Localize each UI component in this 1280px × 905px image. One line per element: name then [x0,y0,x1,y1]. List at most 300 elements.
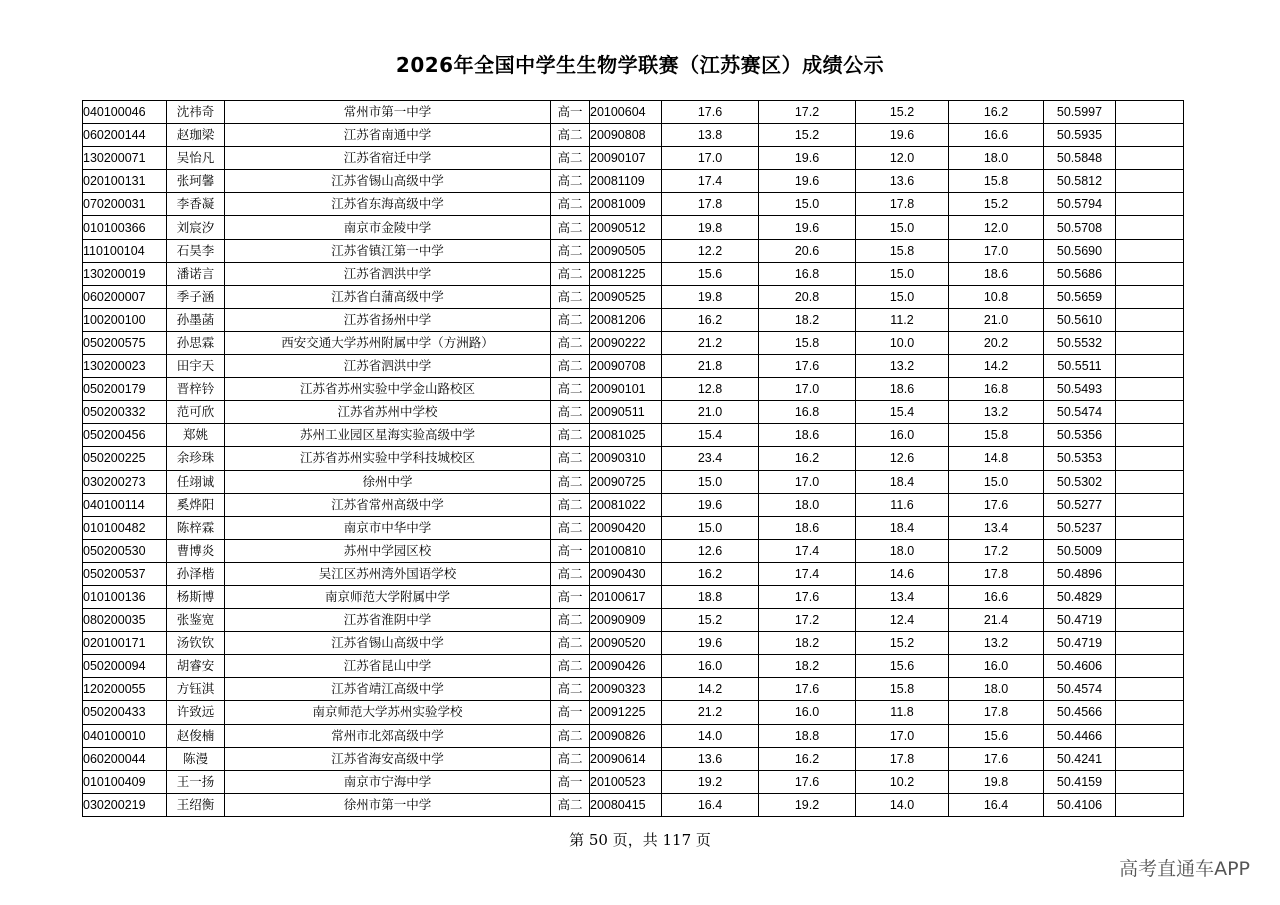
school-name-cell: 江苏省苏州实验中学科技城校区 [225,447,551,470]
birth-date-cell: 20090520 [590,632,662,655]
student-name-cell: 王绍衡 [167,793,225,816]
student-name-cell: 陈漫 [167,747,225,770]
student-id-cell: 050200433 [83,701,167,724]
score-1-cell: 21.2 [662,331,759,354]
school-name-cell: 西安交通大学苏州附属中学（方洲路） [225,331,551,354]
score-4-cell: 13.2 [949,401,1044,424]
score-1-cell: 15.4 [662,424,759,447]
grade-cell: 高二 [551,355,590,378]
grade-cell: 高二 [551,147,590,170]
score-2-cell: 17.2 [759,609,856,632]
total-score-cell: 50.5356 [1044,424,1116,447]
score-1-cell: 19.6 [662,632,759,655]
student-name-cell: 汤钦钦 [167,632,225,655]
birth-date-cell: 20090708 [590,355,662,378]
total-score-cell: 50.5511 [1044,355,1116,378]
score-4-cell: 15.6 [949,724,1044,747]
remark-cell [1116,701,1184,724]
total-score-cell: 50.5493 [1044,378,1116,401]
grade-cell: 高二 [551,424,590,447]
student-name-cell: 张珂馨 [167,170,225,193]
table-row [83,401,1184,424]
birth-date-cell: 20081022 [590,493,662,516]
score-4-cell: 17.8 [949,701,1044,724]
student-id-cell: 010100409 [83,770,167,793]
total-score-cell: 50.5659 [1044,285,1116,308]
score-3-cell: 18.4 [856,516,949,539]
remark-cell [1116,193,1184,216]
total-score-cell: 50.5353 [1044,447,1116,470]
score-4-cell: 14.8 [949,447,1044,470]
birth-date-cell: 20090525 [590,285,662,308]
score-3-cell: 13.2 [856,355,949,378]
score-3-cell: 15.0 [856,285,949,308]
grade-cell: 高二 [551,747,590,770]
score-2-cell: 18.6 [759,424,856,447]
remark-cell [1116,516,1184,539]
score-2-cell: 18.8 [759,724,856,747]
student-id-cell: 020100131 [83,170,167,193]
table-row [83,655,1184,678]
student-id-cell: 050200179 [83,378,167,401]
score-4-cell: 13.2 [949,632,1044,655]
score-3-cell: 18.0 [856,539,949,562]
grade-cell: 高二 [551,124,590,147]
score-4-cell: 18.6 [949,262,1044,285]
remark-cell [1116,655,1184,678]
score-2-cell: 18.2 [759,632,856,655]
school-name-cell: 徐州中学 [225,470,551,493]
table-row [83,124,1184,147]
score-2-cell: 19.2 [759,793,856,816]
score-4-cell: 12.0 [949,216,1044,239]
remark-cell [1116,585,1184,608]
school-name-cell: 江苏省南通中学 [225,124,551,147]
birth-date-cell: 20081009 [590,193,662,216]
school-name-cell: 江苏省镇江第一中学 [225,239,551,262]
score-3-cell: 15.2 [856,632,949,655]
table-row [83,147,1184,170]
score-2-cell: 19.6 [759,170,856,193]
score-1-cell: 21.0 [662,401,759,424]
score-4-cell: 16.6 [949,585,1044,608]
student-id-cell: 010100136 [83,585,167,608]
remark-cell [1116,493,1184,516]
score-1-cell: 15.6 [662,262,759,285]
score-3-cell: 15.8 [856,239,949,262]
grade-cell: 高二 [551,493,590,516]
remark-cell [1116,101,1184,124]
student-name-cell: 奚烨阳 [167,493,225,516]
score-2-cell: 19.6 [759,147,856,170]
score-4-cell: 15.0 [949,470,1044,493]
score-2-cell: 15.0 [759,193,856,216]
school-name-cell: 江苏省泗洪中学 [225,355,551,378]
table-row [83,239,1184,262]
score-4-cell: 18.0 [949,147,1044,170]
score-1-cell: 18.8 [662,585,759,608]
remark-cell [1116,793,1184,816]
score-2-cell: 17.0 [759,470,856,493]
remark-cell [1116,147,1184,170]
table-row [83,262,1184,285]
score-3-cell: 13.4 [856,585,949,608]
school-name-cell: 苏州中学园区校 [225,539,551,562]
school-name-cell: 徐州市第一中学 [225,793,551,816]
student-id-cell: 040100114 [83,493,167,516]
student-name-cell: 潘诺言 [167,262,225,285]
table-row [83,678,1184,701]
score-1-cell: 17.8 [662,193,759,216]
score-4-cell: 15.2 [949,193,1044,216]
student-name-cell: 任翊诚 [167,470,225,493]
remark-cell [1116,285,1184,308]
school-name-cell: 常州市第一中学 [225,101,551,124]
total-score-cell: 50.4106 [1044,793,1116,816]
score-4-cell: 16.8 [949,378,1044,401]
grade-cell: 高二 [551,239,590,262]
score-3-cell: 13.6 [856,170,949,193]
score-2-cell: 17.6 [759,678,856,701]
student-name-cell: 张鉴宽 [167,609,225,632]
student-name-cell: 吴怡凡 [167,147,225,170]
score-1-cell: 19.6 [662,493,759,516]
score-1-cell: 12.8 [662,378,759,401]
score-4-cell: 17.6 [949,493,1044,516]
total-score-cell: 50.5237 [1044,516,1116,539]
remark-cell [1116,632,1184,655]
student-name-cell: 孙墨菡 [167,308,225,331]
score-4-cell: 17.2 [949,539,1044,562]
total-score-cell: 50.5794 [1044,193,1116,216]
student-id-cell: 070200031 [83,193,167,216]
score-4-cell: 17.6 [949,747,1044,770]
grade-cell: 高一 [551,701,590,724]
school-name-cell: 江苏省锡山高级中学 [225,170,551,193]
total-score-cell: 50.4159 [1044,770,1116,793]
birth-date-cell: 20081109 [590,170,662,193]
score-4-cell: 13.4 [949,516,1044,539]
table-row [83,609,1184,632]
app-watermark: 高考直通车APP [1119,858,1250,880]
score-2-cell: 17.6 [759,585,856,608]
school-name-cell: 江苏省苏州中学校 [225,401,551,424]
student-id-cell: 040100010 [83,724,167,747]
total-score-cell: 50.4829 [1044,585,1116,608]
score-4-cell: 16.0 [949,655,1044,678]
score-4-cell: 15.8 [949,170,1044,193]
score-2-cell: 18.0 [759,493,856,516]
grade-cell: 高二 [551,216,590,239]
score-4-cell: 17.8 [949,562,1044,585]
score-2-cell: 20.8 [759,285,856,308]
school-name-cell: 江苏省白蒲高级中学 [225,285,551,308]
total-score-cell: 50.4606 [1044,655,1116,678]
score-1-cell: 17.4 [662,170,759,193]
student-name-cell: 刘宸汐 [167,216,225,239]
table-row [83,632,1184,655]
table-row [83,331,1184,354]
grade-cell: 高一 [551,585,590,608]
student-name-cell: 余珍珠 [167,447,225,470]
remark-cell [1116,378,1184,401]
score-1-cell: 16.2 [662,562,759,585]
grade-cell: 高二 [551,331,590,354]
student-id-cell: 110100104 [83,239,167,262]
remark-cell [1116,562,1184,585]
student-name-cell: 沈祎奇 [167,101,225,124]
score-2-cell: 15.8 [759,331,856,354]
score-2-cell: 17.4 [759,562,856,585]
score-4-cell: 15.8 [949,424,1044,447]
score-3-cell: 17.8 [856,747,949,770]
table-row [83,355,1184,378]
score-3-cell: 12.0 [856,147,949,170]
birth-date-cell: 20090909 [590,609,662,632]
score-4-cell: 16.4 [949,793,1044,816]
student-id-cell: 060200144 [83,124,167,147]
score-4-cell: 14.2 [949,355,1044,378]
school-name-cell: 南京市金陵中学 [225,216,551,239]
score-2-cell: 16.8 [759,262,856,285]
total-score-cell: 50.4466 [1044,724,1116,747]
score-2-cell: 18.2 [759,655,856,678]
remark-cell [1116,447,1184,470]
student-name-cell: 季子涵 [167,285,225,308]
table-row [83,193,1184,216]
school-name-cell: 江苏省扬州中学 [225,308,551,331]
student-id-cell: 130200071 [83,147,167,170]
remark-cell [1116,470,1184,493]
table-row [83,516,1184,539]
birth-date-cell: 20090505 [590,239,662,262]
school-name-cell: 江苏省靖江高级中学 [225,678,551,701]
student-id-cell: 050200225 [83,447,167,470]
total-score-cell: 50.5302 [1044,470,1116,493]
grade-cell: 高一 [551,770,590,793]
student-name-cell: 晋梓钤 [167,378,225,401]
school-name-cell: 常州市北郊高级中学 [225,724,551,747]
score-3-cell: 14.0 [856,793,949,816]
score-3-cell: 10.2 [856,770,949,793]
remark-cell [1116,124,1184,147]
total-score-cell: 50.5532 [1044,331,1116,354]
remark-cell [1116,747,1184,770]
score-1-cell: 23.4 [662,447,759,470]
school-name-cell: 江苏省昆山中学 [225,655,551,678]
school-name-cell: 江苏省锡山高级中学 [225,632,551,655]
grade-cell: 高二 [551,632,590,655]
score-2-cell: 16.2 [759,747,856,770]
birth-date-cell: 20080415 [590,793,662,816]
grade-cell: 高二 [551,308,590,331]
remark-cell [1116,355,1184,378]
birth-date-cell: 20091225 [590,701,662,724]
table-row [83,216,1184,239]
score-2-cell: 16.2 [759,447,856,470]
total-score-cell: 50.5812 [1044,170,1116,193]
score-4-cell: 19.8 [949,770,1044,793]
score-4-cell: 21.0 [949,308,1044,331]
student-name-cell: 杨斯博 [167,585,225,608]
score-1-cell: 16.0 [662,655,759,678]
birth-date-cell: 20090420 [590,516,662,539]
remark-cell [1116,724,1184,747]
remark-cell [1116,170,1184,193]
score-1-cell: 21.2 [662,701,759,724]
grade-cell: 高二 [551,193,590,216]
score-3-cell: 19.6 [856,124,949,147]
table-row [83,424,1184,447]
birth-date-cell: 20100523 [590,770,662,793]
student-name-cell: 方钰淇 [167,678,225,701]
remark-cell [1116,770,1184,793]
remark-cell [1116,239,1184,262]
table-row [83,793,1184,816]
student-name-cell: 石昊李 [167,239,225,262]
score-4-cell: 17.0 [949,239,1044,262]
remark-cell [1116,609,1184,632]
student-id-cell: 120200055 [83,678,167,701]
student-id-cell: 050200530 [83,539,167,562]
score-3-cell: 16.0 [856,424,949,447]
score-1-cell: 15.0 [662,516,759,539]
total-score-cell: 50.5474 [1044,401,1116,424]
total-score-cell: 50.5686 [1044,262,1116,285]
grade-cell: 高二 [551,562,590,585]
score-1-cell: 15.2 [662,609,759,632]
score-2-cell: 19.6 [759,216,856,239]
score-3-cell: 11.8 [856,701,949,724]
school-name-cell: 南京师范大学附属中学 [225,585,551,608]
total-score-cell: 50.4241 [1044,747,1116,770]
score-3-cell: 15.0 [856,262,949,285]
score-2-cell: 15.2 [759,124,856,147]
page-title: 2026年全国中学生生物学联赛（江苏赛区）成绩公示 [395,53,885,77]
total-score-cell: 50.4719 [1044,632,1116,655]
student-id-cell: 040100046 [83,101,167,124]
score-3-cell: 15.8 [856,678,949,701]
remark-cell [1116,331,1184,354]
student-name-cell: 孙泽楷 [167,562,225,585]
school-name-cell: 江苏省宿迁中学 [225,147,551,170]
student-id-cell: 050200332 [83,401,167,424]
table-row [83,101,1184,124]
score-2-cell: 16.8 [759,401,856,424]
student-name-cell: 李香凝 [167,193,225,216]
student-name-cell: 王一扬 [167,770,225,793]
school-name-cell: 江苏省海安高级中学 [225,747,551,770]
school-name-cell: 吴江区苏州湾外国语学校 [225,562,551,585]
birth-date-cell: 20090826 [590,724,662,747]
table-row [83,470,1184,493]
birth-date-cell: 20090222 [590,331,662,354]
score-1-cell: 17.6 [662,101,759,124]
student-id-cell: 080200035 [83,609,167,632]
total-score-cell: 50.5277 [1044,493,1116,516]
page-number: 第 50 页，共 117 页 [569,831,711,849]
total-score-cell: 50.5690 [1044,239,1116,262]
grade-cell: 高二 [551,470,590,493]
school-name-cell: 南京市宁海中学 [225,770,551,793]
birth-date-cell: 20081025 [590,424,662,447]
score-1-cell: 17.0 [662,147,759,170]
student-name-cell: 曹博炎 [167,539,225,562]
student-name-cell: 赵珈梁 [167,124,225,147]
table-row [83,493,1184,516]
table-row [83,285,1184,308]
total-score-cell: 50.4566 [1044,701,1116,724]
score-2-cell: 17.4 [759,539,856,562]
score-2-cell: 18.6 [759,516,856,539]
student-id-cell: 010100366 [83,216,167,239]
total-score-cell: 50.4896 [1044,562,1116,585]
student-name-cell: 范可欣 [167,401,225,424]
total-score-cell: 50.5009 [1044,539,1116,562]
birth-date-cell: 20090512 [590,216,662,239]
score-1-cell: 15.0 [662,470,759,493]
score-4-cell: 16.6 [949,124,1044,147]
grade-cell: 高一 [551,101,590,124]
score-3-cell: 15.6 [856,655,949,678]
score-4-cell: 10.8 [949,285,1044,308]
score-1-cell: 14.0 [662,724,759,747]
remark-cell [1116,424,1184,447]
table-row [83,701,1184,724]
student-id-cell: 050200094 [83,655,167,678]
birth-date-cell: 20100604 [590,101,662,124]
score-1-cell: 13.6 [662,747,759,770]
remark-cell [1116,539,1184,562]
student-id-cell: 030200219 [83,793,167,816]
student-id-cell: 060200007 [83,285,167,308]
student-id-cell: 010100482 [83,516,167,539]
student-name-cell: 田宇天 [167,355,225,378]
score-2-cell: 20.6 [759,239,856,262]
student-name-cell: 郑姚 [167,424,225,447]
birth-date-cell: 20100617 [590,585,662,608]
birth-date-cell: 20090101 [590,378,662,401]
student-id-cell: 100200100 [83,308,167,331]
birth-date-cell: 20090808 [590,124,662,147]
score-3-cell: 18.6 [856,378,949,401]
score-1-cell: 16.4 [662,793,759,816]
school-name-cell: 南京市中华中学 [225,516,551,539]
grade-cell: 高二 [551,378,590,401]
birth-date-cell: 20090323 [590,678,662,701]
score-3-cell: 14.6 [856,562,949,585]
birth-date-cell: 20090614 [590,747,662,770]
score-3-cell: 10.0 [856,331,949,354]
grade-cell: 高二 [551,793,590,816]
score-4-cell: 21.4 [949,609,1044,632]
score-3-cell: 11.2 [856,308,949,331]
grade-cell: 高一 [551,539,590,562]
score-1-cell: 19.2 [662,770,759,793]
table-row [83,378,1184,401]
birth-date-cell: 20090310 [590,447,662,470]
score-4-cell: 18.0 [949,678,1044,701]
table-row [83,308,1184,331]
table-row [83,539,1184,562]
table-row [83,724,1184,747]
score-table-body [83,101,1184,817]
grade-cell: 高二 [551,262,590,285]
score-2-cell: 17.2 [759,101,856,124]
score-2-cell: 16.0 [759,701,856,724]
total-score-cell: 50.5708 [1044,216,1116,239]
score-2-cell: 17.0 [759,378,856,401]
